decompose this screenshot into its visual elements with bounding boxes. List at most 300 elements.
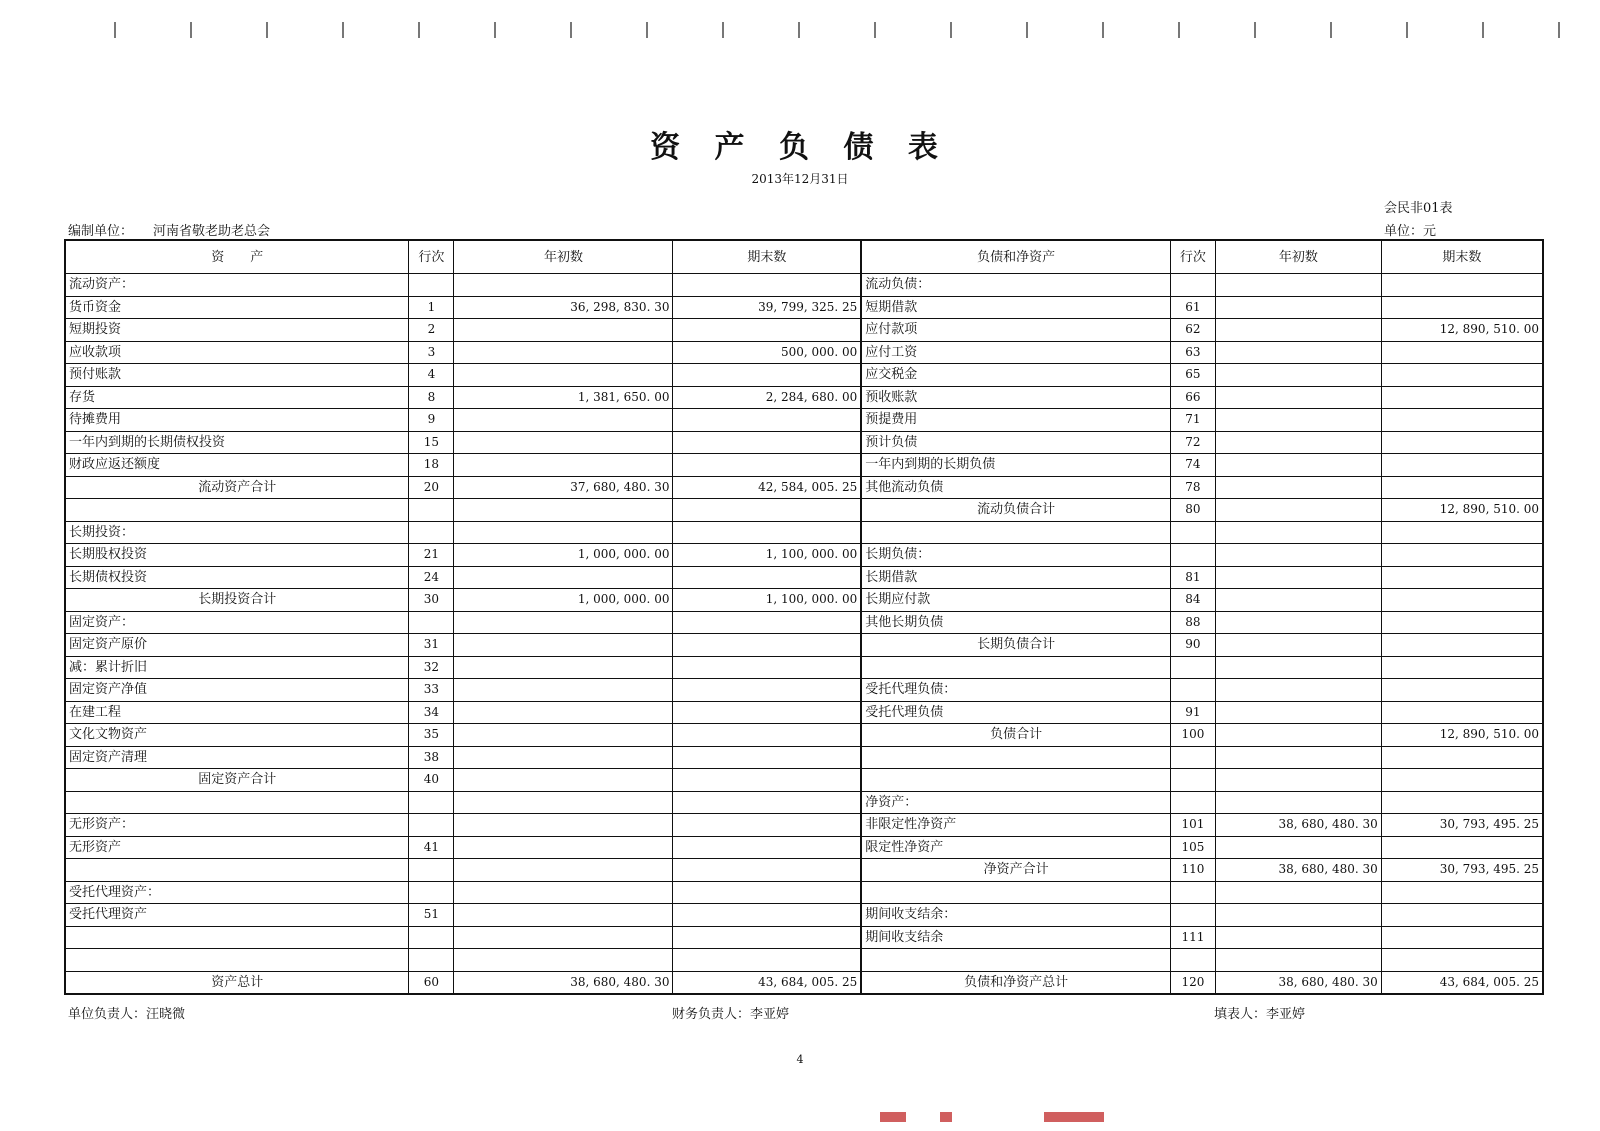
liability-label: 短期借款 [861,296,1170,319]
table-row [65,724,1543,747]
liability-label: 长期应付款 [861,589,1170,612]
asset-label: 存货 [65,386,409,409]
line-number: 91 [1170,701,1215,724]
asset-label [65,926,409,949]
end-amount [673,791,861,814]
begin-amount [1215,274,1381,297]
end-amount [673,746,861,769]
end-amount [1381,274,1543,297]
line-number: 24 [409,566,454,589]
begin-amount [1215,949,1381,972]
table-row [65,926,1543,949]
liability-label: 一年内到期的长期负债 [861,454,1170,477]
end-amount [1381,386,1543,409]
line-number [1170,544,1215,567]
end-amount: 30, 793, 495. 25 [1381,859,1543,882]
line-number: 51 [409,904,454,927]
begin-amount [454,746,673,769]
end-amount [1381,566,1543,589]
end-amount: 12, 890, 510. 00 [1381,499,1543,522]
table-row [65,701,1543,724]
end-amount [673,881,861,904]
begin-amount [454,566,673,589]
begin-amount [1215,926,1381,949]
begin-amount [454,769,673,792]
binder-mark [1102,22,1104,38]
line-number: 2 [409,319,454,342]
end-amount [673,724,861,747]
asset-label: 固定资产原价 [65,634,409,657]
asset-label [65,949,409,972]
finance-head-signature: 财务负责人：李亚婷 [672,1007,790,1022]
line-number [409,814,454,837]
liability-label: 长期借款 [861,566,1170,589]
binder-mark [114,22,116,38]
line-number: 60 [409,971,454,994]
line-number [409,949,454,972]
begin-amount [1215,454,1381,477]
red-stamp-fragment [1044,1112,1104,1122]
line-number: 88 [1170,611,1215,634]
begin-amount [1215,904,1381,927]
line-number: 21 [409,544,454,567]
line-number: 41 [409,836,454,859]
end-amount [1381,769,1543,792]
table-row [65,881,1543,904]
asset-label: 货币资金 [65,296,409,319]
liability-label [861,881,1170,904]
end-amount [673,904,861,927]
line-number: 66 [1170,386,1215,409]
table-row [65,364,1543,387]
liability-label: 负债合计 [861,724,1170,747]
end-amount [673,679,861,702]
begin-amount [1215,881,1381,904]
line-number: 74 [1170,454,1215,477]
preparer-signature: 填表人：李亚婷 [1214,1007,1306,1022]
line-number [1170,679,1215,702]
form-code: 会民非01表 [1384,201,1453,216]
binder-mark [494,22,496,38]
asset-label: 固定资产合计 [65,769,409,792]
line-number [409,859,454,882]
end-amount: 30, 793, 495. 25 [1381,814,1543,837]
begin-amount [1215,544,1381,567]
end-amount: 43, 684, 005. 25 [673,971,861,994]
begin-amount [1215,386,1381,409]
line-number: 3 [409,341,454,364]
line-number [1170,656,1215,679]
table-row [65,904,1543,927]
begin-amount [454,634,673,657]
line-number [1170,521,1215,544]
table-row [65,836,1543,859]
begin-amount: 38, 680, 480. 30 [1215,814,1381,837]
table-row [65,566,1543,589]
line-number [1170,949,1215,972]
asset-label [65,859,409,882]
end-amount [673,319,861,342]
table-row [65,814,1543,837]
line-number [1170,881,1215,904]
balance-sheet-table [64,239,1544,995]
begin-amount [1215,566,1381,589]
asset-label: 文化文物资产 [65,724,409,747]
asset-label: 无形资产 [65,836,409,859]
begin-amount [1215,341,1381,364]
begin-amount [454,521,673,544]
end-amount [1381,611,1543,634]
asset-label: 减：累计折旧 [65,656,409,679]
begin-amount [1215,611,1381,634]
asset-label: 长期股权投资 [65,544,409,567]
begin-amount [454,431,673,454]
end-amount: 42, 584, 005. 25 [673,476,861,499]
header-liabilities: 负债和净资产 [861,240,1170,274]
binder-mark [418,22,420,38]
end-amount [1381,364,1543,387]
line-number: 38 [409,746,454,769]
end-amount [673,836,861,859]
header-end-amount: 期末数 [673,240,861,274]
asset-label: 长期债权投资 [65,566,409,589]
binder-mark [950,22,952,38]
end-amount [1381,679,1543,702]
end-amount: 39, 799, 325. 25 [673,296,861,319]
binder-mark [874,22,876,38]
table-row [65,656,1543,679]
begin-amount: 38, 680, 480. 30 [454,971,673,994]
asset-label: 流动资产： [65,274,409,297]
line-number: 84 [1170,589,1215,612]
end-amount [1381,431,1543,454]
end-amount [1381,341,1543,364]
table-row [65,859,1543,882]
line-number [409,881,454,904]
table-row [65,634,1543,657]
begin-amount [454,499,673,522]
line-number: 100 [1170,724,1215,747]
table-body [65,274,1543,995]
begin-amount [1215,364,1381,387]
begin-amount [454,454,673,477]
compiling-unit [68,220,270,239]
report-date: 2013年12月31日 [751,172,849,186]
header-line-no-right: 行次 [1170,240,1215,274]
binder-mark [266,22,268,38]
end-amount: 500, 000. 00 [673,341,861,364]
header-begin-amount-right: 年初数 [1215,240,1381,274]
line-number: 80 [1170,499,1215,522]
binder-mark [1330,22,1332,38]
begin-amount [1215,656,1381,679]
end-amount [1381,296,1543,319]
end-amount [1381,791,1543,814]
binder-mark [570,22,572,38]
table-row [65,611,1543,634]
table-row [65,971,1543,994]
liability-label: 应付工资 [861,341,1170,364]
header-begin-amount: 年初数 [454,240,673,274]
begin-amount [454,679,673,702]
asset-label: 应收款项 [65,341,409,364]
end-amount [673,814,861,837]
asset-label: 预付账款 [65,364,409,387]
end-amount [673,521,861,544]
liability-label: 长期负债： [861,544,1170,567]
asset-label: 固定资产净值 [65,679,409,702]
begin-amount [1215,431,1381,454]
begin-amount [454,881,673,904]
end-amount [673,634,861,657]
begin-amount: 37, 680, 480. 30 [454,476,673,499]
liability-label: 净资产合计 [861,859,1170,882]
end-amount [673,926,861,949]
end-amount [1381,476,1543,499]
line-number [409,521,454,544]
line-number [1170,769,1215,792]
table-row [65,431,1543,454]
table-row [65,521,1543,544]
begin-amount: 38, 680, 480. 30 [1215,859,1381,882]
line-number: 111 [1170,926,1215,949]
begin-amount [1215,634,1381,657]
begin-amount [1215,499,1381,522]
asset-label: 长期投资合计 [65,589,409,612]
begin-amount [454,341,673,364]
binder-mark [1558,22,1560,38]
line-number: 78 [1170,476,1215,499]
line-number [409,274,454,297]
begin-amount [1215,296,1381,319]
end-amount [1381,409,1543,432]
begin-amount [454,926,673,949]
end-amount [1381,634,1543,657]
asset-label [65,499,409,522]
asset-label: 流动资产合计 [65,476,409,499]
line-number: 30 [409,589,454,612]
end-amount [1381,926,1543,949]
end-amount [1381,701,1543,724]
begin-amount: 36, 298, 830. 30 [454,296,673,319]
table-header-row [65,240,1543,274]
table-row [65,499,1543,522]
begin-amount [454,701,673,724]
end-amount [1381,521,1543,544]
end-amount [673,656,861,679]
asset-label: 财政应返还额度 [65,454,409,477]
document-title: 资 产 负 债 表 [650,130,950,165]
table-row [65,746,1543,769]
begin-amount [1215,836,1381,859]
table-row [65,949,1543,972]
line-number: 72 [1170,431,1215,454]
asset-label: 资产总计 [65,971,409,994]
liability-label: 非限定性净资产 [861,814,1170,837]
end-amount [673,859,861,882]
begin-amount [454,274,673,297]
begin-amount: 1, 000, 000. 00 [454,589,673,612]
liability-label: 应付款项 [861,319,1170,342]
begin-amount [454,836,673,859]
binder-mark [190,22,192,38]
table-row [65,274,1543,297]
table-row [65,341,1543,364]
end-amount [1381,836,1543,859]
line-number: 65 [1170,364,1215,387]
line-number: 105 [1170,836,1215,859]
liability-label: 限定性净资产 [861,836,1170,859]
begin-amount [1215,476,1381,499]
table-row [65,589,1543,612]
liability-label: 期间收支结余 [861,926,1170,949]
line-number: 32 [409,656,454,679]
line-number: 9 [409,409,454,432]
binder-hole-marks [30,22,1570,42]
begin-amount [454,814,673,837]
header-line-no: 行次 [409,240,454,274]
begin-amount [454,859,673,882]
end-amount: 12, 890, 510. 00 [1381,319,1543,342]
end-amount [673,769,861,792]
liability-label: 受托代理负债 [861,701,1170,724]
line-number: 110 [1170,859,1215,882]
liability-label: 预计负债 [861,431,1170,454]
begin-amount [454,611,673,634]
asset-label: 固定资产： [65,611,409,634]
begin-amount [454,904,673,927]
table-row [65,454,1543,477]
line-number: 20 [409,476,454,499]
begin-amount [454,409,673,432]
liability-label [861,769,1170,792]
asset-label: 在建工程 [65,701,409,724]
page-number: 4 [796,1053,804,1066]
table-row [65,544,1543,567]
table-row [65,679,1543,702]
end-amount: 1, 100, 000. 00 [673,589,861,612]
asset-label: 一年内到期的长期债权投资 [65,431,409,454]
binder-mark [1026,22,1028,38]
liability-label: 预收账款 [861,386,1170,409]
begin-amount [1215,769,1381,792]
end-amount [673,364,861,387]
line-number: 61 [1170,296,1215,319]
line-number: 40 [409,769,454,792]
end-amount [673,409,861,432]
begin-amount [454,724,673,747]
line-number: 62 [1170,319,1215,342]
liability-label: 预提费用 [861,409,1170,432]
line-number: 34 [409,701,454,724]
line-number [409,611,454,634]
line-number: 31 [409,634,454,657]
unit-head-signature: 单位负责人：汪晓微 [68,1007,186,1022]
binder-mark [1482,22,1484,38]
table-row [65,791,1543,814]
currency-unit: 单位：元 [1384,224,1437,239]
asset-label: 长期投资： [65,521,409,544]
asset-label: 受托代理资产： [65,881,409,904]
line-number: 33 [409,679,454,702]
end-amount [1381,881,1543,904]
line-number: 90 [1170,634,1215,657]
begin-amount [454,656,673,679]
end-amount [673,499,861,522]
begin-amount: 38, 680, 480. 30 [1215,971,1381,994]
begin-amount [1215,746,1381,769]
liability-label: 应交税金 [861,364,1170,387]
end-amount: 43, 684, 005. 25 [1381,971,1543,994]
liability-label: 受托代理负债： [861,679,1170,702]
begin-amount [1215,701,1381,724]
line-number [1170,274,1215,297]
table-row [65,386,1543,409]
end-amount [673,454,861,477]
begin-amount [1215,409,1381,432]
end-amount [1381,904,1543,927]
line-number [1170,791,1215,814]
end-amount [1381,544,1543,567]
binder-mark [722,22,724,38]
begin-amount: 1, 381, 650. 00 [454,386,673,409]
begin-amount [454,364,673,387]
binder-mark [342,22,344,38]
line-number: 120 [1170,971,1215,994]
compiling-unit-value: 河南省敬老助老总会 [153,224,271,239]
begin-amount [454,319,673,342]
end-amount [673,431,861,454]
end-amount: 12, 890, 510. 00 [1381,724,1543,747]
binder-mark [1178,22,1180,38]
asset-label: 待摊费用 [65,409,409,432]
line-number [1170,746,1215,769]
table-row [65,319,1543,342]
header-assets: 资 产 [65,240,409,274]
line-number [1170,904,1215,927]
asset-label [65,791,409,814]
liability-label: 负债和净资产总计 [861,971,1170,994]
begin-amount [454,949,673,972]
asset-label: 受托代理资产 [65,904,409,927]
liability-label: 长期负债合计 [861,634,1170,657]
end-amount [673,566,861,589]
line-number: 18 [409,454,454,477]
end-amount [673,949,861,972]
end-amount [1381,589,1543,612]
end-amount [673,274,861,297]
end-amount [1381,454,1543,477]
line-number: 4 [409,364,454,387]
table-row [65,296,1543,319]
begin-amount [1215,589,1381,612]
red-stamp-fragment [880,1112,906,1122]
line-number: 1 [409,296,454,319]
line-number: 63 [1170,341,1215,364]
binder-mark [1254,22,1256,38]
line-number: 35 [409,724,454,747]
end-amount [673,611,861,634]
liability-label [861,521,1170,544]
liability-label: 期间收支结余： [861,904,1170,927]
asset-label: 短期投资 [65,319,409,342]
end-amount [1381,949,1543,972]
table-row [65,769,1543,792]
begin-amount [1215,724,1381,747]
begin-amount [1215,791,1381,814]
end-amount [673,701,861,724]
liability-label [861,656,1170,679]
